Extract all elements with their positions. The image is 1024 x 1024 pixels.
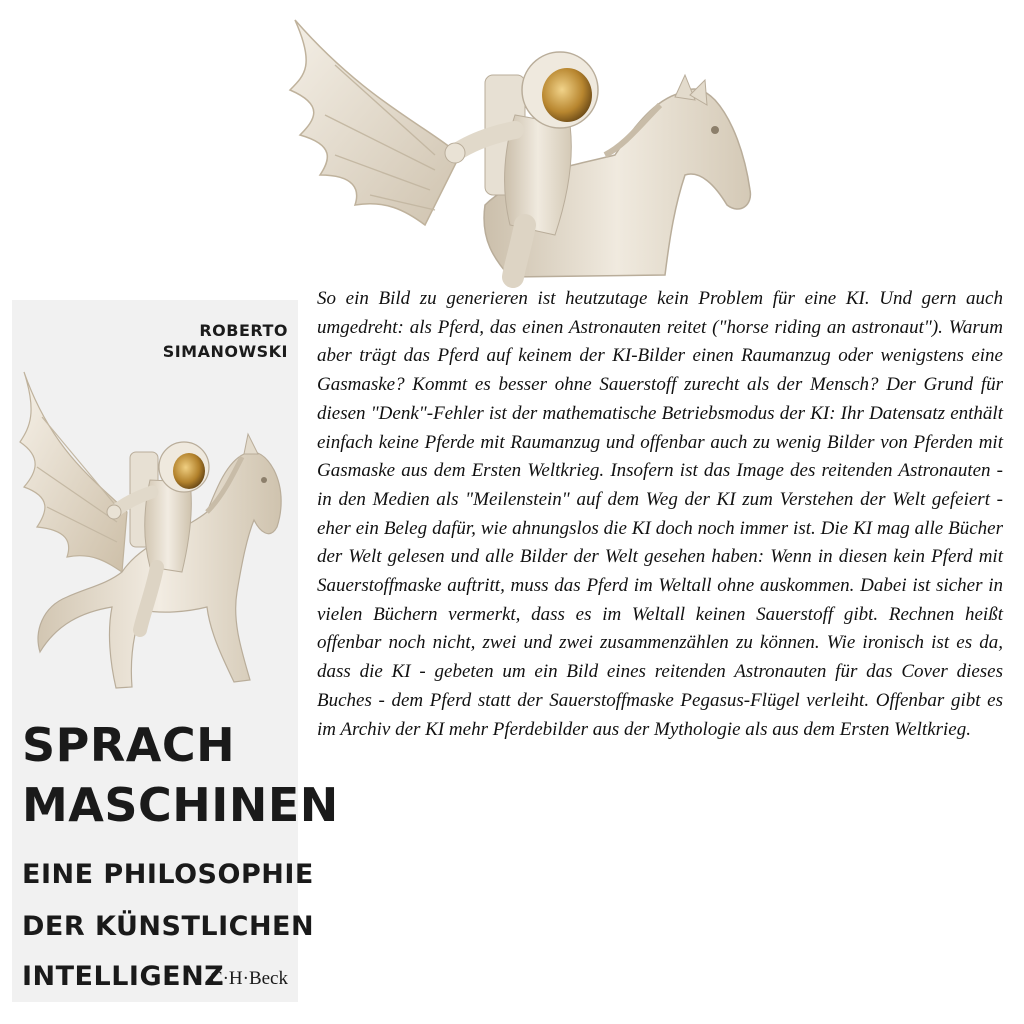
author-first-name: ROBERTO (199, 321, 288, 340)
author-last-name: SIMANOWSKI (162, 342, 288, 361)
astronaut-pegasus-svg (275, 5, 765, 285)
cover-title-line2: MASCHINEN (22, 778, 339, 832)
wing-shape (290, 20, 460, 225)
cover-subtitle-line3: INTELLIGENZ (22, 961, 225, 992)
cover-subtitle-line1: EINE PHILOSOPHIE (22, 859, 314, 890)
cover-pegasus-svg (12, 362, 298, 722)
cover-wing-shape (20, 372, 127, 572)
cover-title-line1: SPRACH (22, 718, 236, 772)
cover-publisher: C·H·Beck (209, 968, 288, 989)
cover-author (163, 320, 288, 362)
essay-paragraph: So ein Bild zu generieren ist heutzutage kein Problem für eine KI. Und gern auch umgedreht: als Pferd, das einen Astronauten reitet ("horse riding an astronaut"). Warum aber trägt das Pferd auf keinem der KI-Bilder einen Raumanzug oder wenigstens eine Gasmaske? Kommt es besser ohne Sauerstoff zurecht als der Mensch? Der Grund für diesen "Denk"-Fehler ist der mathematische Betriebsmodus der KI: Ihr Datensatz enthält einfach keine Pferde mit Raumanzug und offenbar auch zu wenig Bilder von Pferden mit Gasmaske aus dem Ersten Weltkrieg. Insofern ist das Image des reitenden Astronauten - in den Medien als "Meilenstein" auf dem Weg der KI zum Verstehen der Welt gefeiert - eher ein Beleg dafür, wie ahnungslos die KI doch noch immer ist. Die KI mag alle Bücher der Welt gelesen und alle Bilder der Welt gesehen haben: Wenn in diesen kein Pferd mit Sauerstoffmaske auftritt, muss das Pferd im Weltall ohne auskommen. Dabei ist sicher in vielen Büchern vermerkt, dass es im Weltall keinen Sauerstoff gibt. Rechnen heißt offenbar noch nicht, zwei und zwei zusammenzählen zu können. Wie ironisch ist es da, dass die KI - gebeten um ein Bild eines reitenden Astronauten für das Cover dieses Buches - dem Pferd statt der Sauerstoffmaske Pegasus-Flügel verleiht. Offenbar gibt es im Archiv der KI mehr Pferdebilder aus der Mythologie als aus dem Ersten Weltkrieg. (317, 288, 1003, 740)
book-cover (12, 300, 339, 1002)
cover-illustration (12, 362, 298, 722)
astronaut-pegasus-illustration (275, 5, 765, 285)
cover-subtitle-line2: DER KÜNSTLICHEN (22, 911, 315, 942)
